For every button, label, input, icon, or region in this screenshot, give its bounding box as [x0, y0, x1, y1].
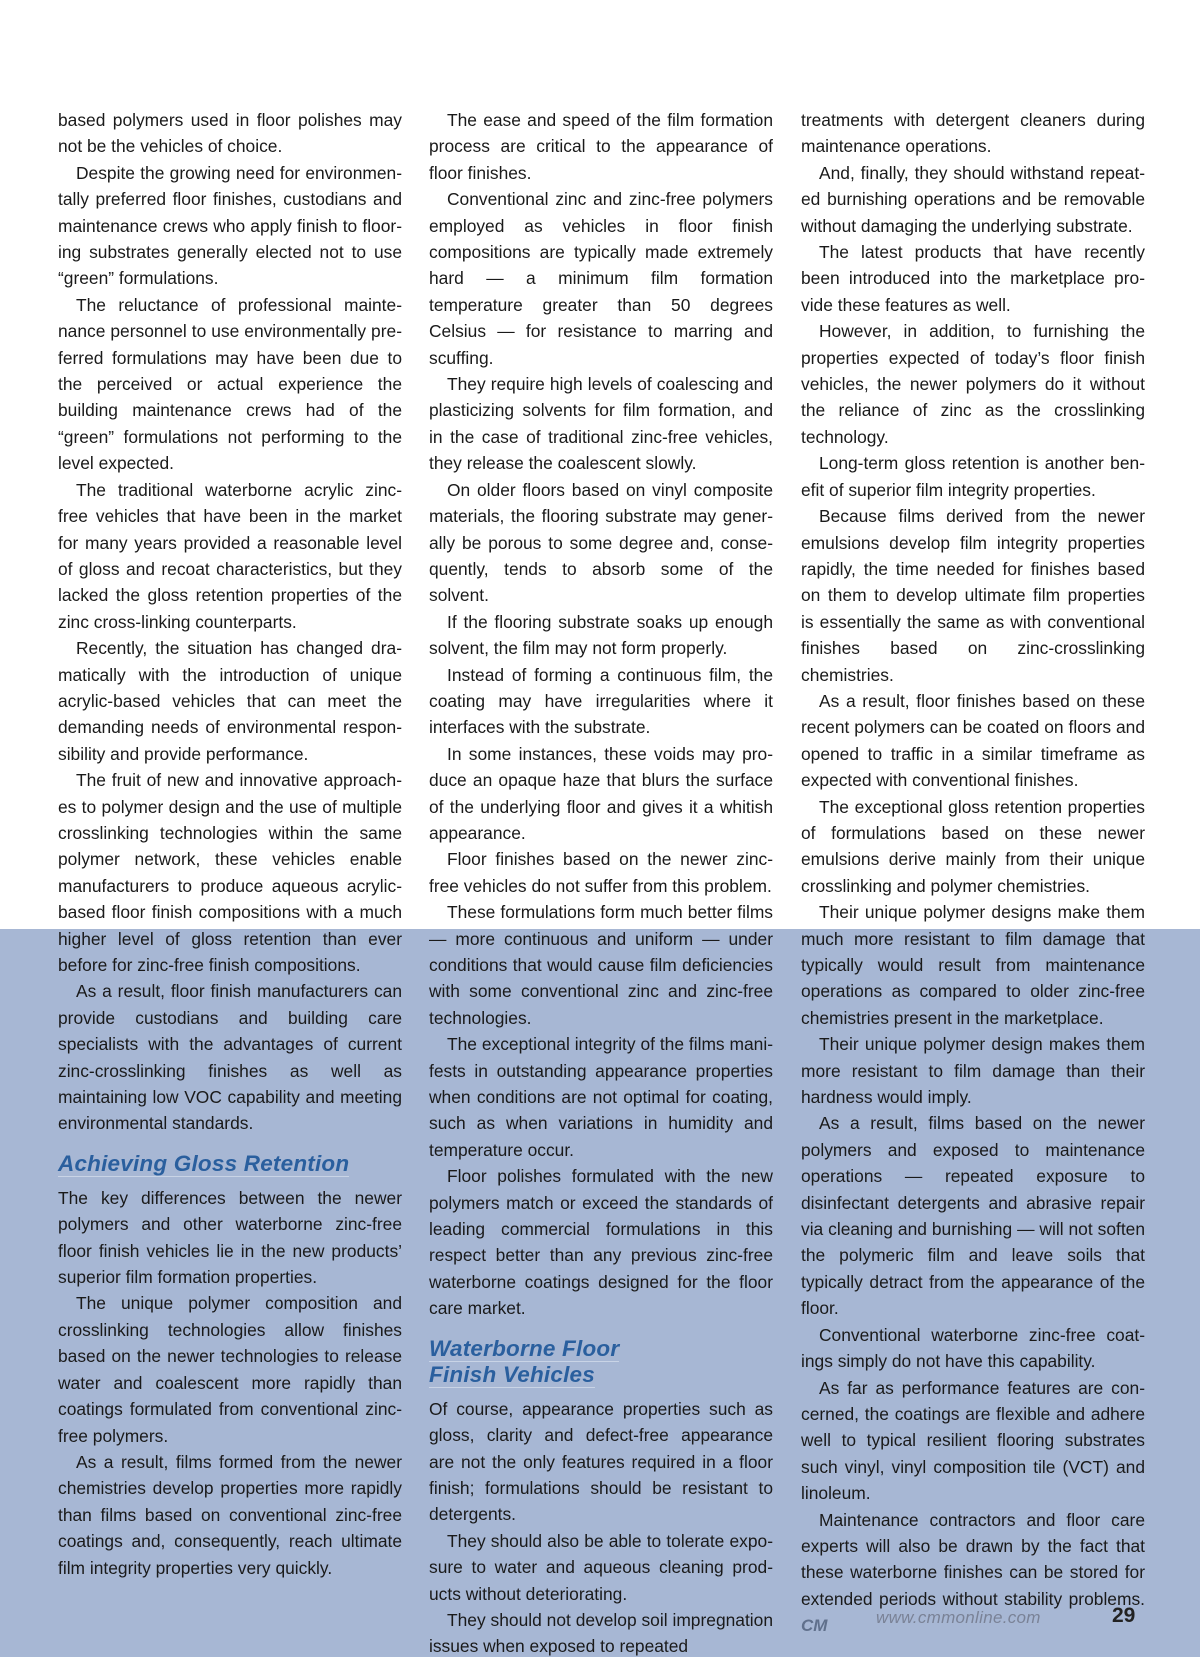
- paragraph: However, in addition, to furnishing the properties expected of today’s floor finish vehicles, the newer polymers do it without the reliance of zinc as the crosslinking technology.: [801, 321, 1145, 447]
- heading-line-1: Waterborne Floor: [429, 1335, 620, 1361]
- paragraph: The reluctance of professional maintenance personnel to use environmentally preferred formulations may have been due to the perceived or actual experience the building maintenance crews had of the “green” formulations not performing to the level expected.: [58, 294, 402, 474]
- paragraph: If the flooring substrate soaks up enough solvent, the film may not form properly.: [429, 611, 773, 659]
- paragraph: As far as performance features are concerned, the coatings are flexible and adhere well to typical resilient flooring substrates such vinyl, vinyl composition tile (VCT) and linoleum.: [801, 1377, 1145, 1504]
- paragraph: Their unique polymer designs make them much more resistant to film damage that typically would result from maintenance operations as compared to older zinc-free chemistries present in the marketplace.: [801, 902, 1145, 1028]
- paragraph: Conventional waterborne zinc-free coatings simply do not have this capability.: [801, 1324, 1145, 1372]
- paragraph: As a result, floor finishes based on these recent polymers can be coated on floors and opened to traffic in a similar timeframe as expected with conventional finishes.: [801, 690, 1145, 791]
- paragraph: The key differences between the newer polymers and other waterborne zinc-free floor finish vehicles lie in the new products’ superior film formation properties.: [58, 1187, 402, 1288]
- paragraph: treatments with detergent cleaners during maintenance operations.: [801, 110, 1145, 157]
- paragraph: Floor finishes based on the newer zinc-free vehicles do not suffer from this problem.: [429, 849, 773, 896]
- paragraph: The exceptional gloss retention properties of formulations based on these newer emulsions derive mainly from their unique crosslinking and polymer chemistries.: [801, 796, 1145, 896]
- section-heading-waterborne-floor-finish-vehicles: [429, 1336, 773, 1388]
- paragraph: These formulations form much better films — more continuous and uniform — under conditions that would cause film deficiencies with some conventional zinc and zinc-free technologies.: [429, 902, 773, 1028]
- paragraph-text: Maintenance contractors and floor care experts will also be drawn by the fact that these waterborne finishes can be stored for extended periods without stability problems.: [801, 1509, 1145, 1609]
- column-3: [801, 107, 1145, 1640]
- column-2: [429, 107, 773, 1660]
- paragraph: The traditional waterborne acrylic zinc-free vehicles that have been in the market for many years provided a reasonable level of gloss and recoat characteristics, but they lacked the gloss retention properties of the zinc cross-linking counterparts.: [58, 479, 402, 632]
- paragraph: The fruit of new and innovative approaches to polymer design and the use of multiple crosslinking technologies within the same polymer network, these vehicles enable manufacturers to produce aqueous acrylic-based floor finish compositions with a much higher level of gloss retention than ever before for zinc-free finish compositions.: [58, 770, 402, 975]
- section-heading-achieving-gloss-retention: [58, 1151, 402, 1177]
- paragraph: As a result, films based on the newer polymers and exposed to maintenance operations — repeated exposure to disinfectant detergents and abrasive repair via cleaning and burnishing — will not soften the polymeric film and leave soils that typically detract from the appearance of the floor.: [801, 1113, 1145, 1319]
- paragraph: Conventional zinc and zinc-free polymers employed as vehicles in floor finish compositions are typically made extremely hard — a minimum film formation temperature greater than 50 degrees Celsius — for resistance to marring and scuffing.: [429, 189, 773, 368]
- paragraph: As a result, films formed from the newer chemistries develop properties more rapidly than films based on conventional zinc-free coatings and, consequently, reach ultimate film integrity properties very quickly.: [58, 1451, 402, 1578]
- paragraph: Of course, appearance properties such as gloss, clarity and defect-free appearance are not the only features required in a floor finish; formulations should be resistant to detergents.: [429, 1398, 773, 1525]
- paragraph: Their unique polymer design makes them more resistant to film damage than their hardness would imply.: [801, 1034, 1145, 1108]
- heading-line-2: Finish Vehicles: [429, 1361, 595, 1387]
- column-1: [58, 107, 402, 1581]
- paragraph: The exceptional integrity of the films manifests in outstanding appearance properties when conditions are not optimal for coating, such as when variations in humidity and temperature occur.: [429, 1034, 773, 1160]
- end-mark: CM: [801, 1616, 828, 1636]
- paragraph: Floor polishes formulated with the new polymers match or exceed the standards of leading commercial formulations in this respect better than any previous zinc-free waterborne coatings designed for the floor care market.: [429, 1166, 773, 1319]
- paragraph: Because films derived from the newer emulsions develop film integrity properties rapidly, the time needed for finishes based on them to develop ultimate film properties is essentially the same as with conventional finishes based on zinc-crosslinking chemistries.: [801, 506, 1145, 685]
- paragraph: The unique polymer composition and crosslinking technologies allow finishes based on the newer technologies to release water and coalescent more rapidly than coatings formulated from conventional zinc-free polymers.: [58, 1293, 402, 1446]
- paragraph: On older floors based on vinyl composite materials, the flooring substrate may generally be porous to some degree and, consequently, tends to absorb some of the solvent.: [429, 479, 773, 606]
- footer-website-url: www.cmmonline.com: [876, 1608, 1041, 1627]
- paragraph: They should not develop soil impregnation issues when exposed to repeated: [429, 1609, 773, 1657]
- paragraph: And, finally, they should withstand repeated burnishing operations and be removable without damaging the underlying substrate.: [801, 162, 1145, 236]
- paragraph: Long-term gloss retention is another benefit of superior film integrity properties.: [801, 453, 1145, 500]
- heading-text: Achieving Gloss Retention: [58, 1150, 350, 1176]
- paragraph: The ease and speed of the film formation process are critical to the appearance of floor finishes.: [429, 110, 773, 183]
- paragraph: based polymers used in floor polishes may not be the vehicles of choice.: [58, 110, 402, 157]
- paragraph: They should also be able to tolerate exposure to water and aqueous cleaning products without deteriorating.: [429, 1530, 773, 1604]
- paragraph: The latest products that have recently been introduced into the marketplace provide these features as well.: [801, 242, 1145, 315]
- paragraph: Despite the growing need for environmentally preferred floor finishes, custodians and maintenance crews who apply finish to flooring substrates generally elected not to use “green” formulations.: [58, 162, 402, 289]
- paragraph: In some instances, these voids may produce an opaque haze that blurs the surface of the underlying floor and gives it a whitish appearance.: [429, 743, 773, 843]
- paragraph: As a result, floor finish manufacturers can provide custodians and building care specialists with the advantages of current zinc-crosslinking finishes as well as maintaining low VOC capability and meeting environmental standards.: [58, 981, 402, 1134]
- page-number: 29: [1112, 1604, 1136, 1627]
- paragraph: They require high levels of coalescing and plasticizing solvents for film formation, and in the case of traditional zinc-free vehicles, they release the coalescent slowly.: [429, 374, 773, 474]
- paragraph: Recently, the situation has changed dramatically with the introduction of unique acrylic-based vehicles that can meet the demanding needs of environmental responsibility and provide performance.: [58, 638, 402, 764]
- paragraph: Instead of forming a continuous film, the coating may have irregularities where it interfaces with the substrate.: [429, 664, 773, 738]
